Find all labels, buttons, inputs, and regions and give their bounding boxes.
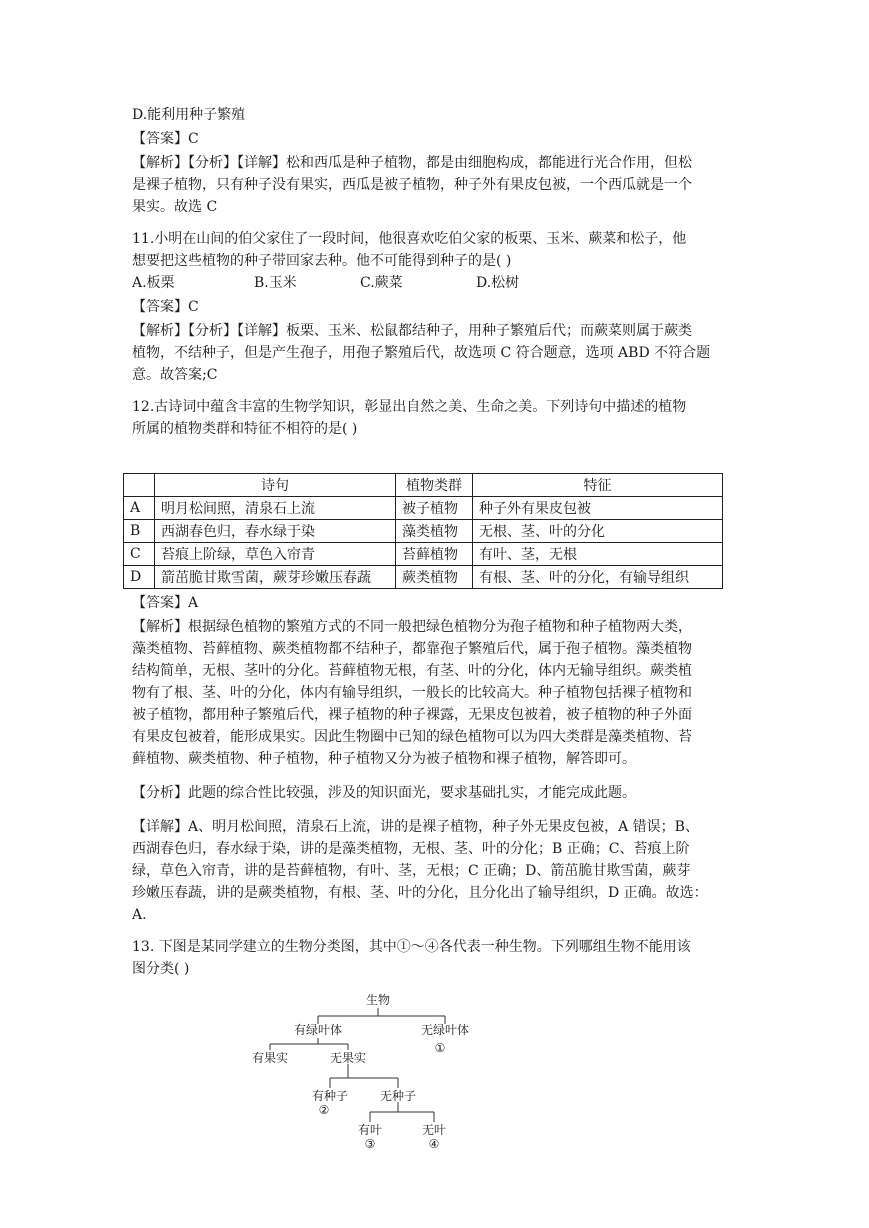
option-c: C.蕨菜 <box>360 275 403 291</box>
question-12-stem: 所属的植物类群和特征不相符的是( ) <box>132 421 358 437</box>
option-d: D.能利用种子繁殖 <box>132 107 246 123</box>
table-cell: 被子植物 <box>396 497 473 520</box>
option-d: D.松树 <box>476 275 520 291</box>
poem-table <box>123 473 723 589</box>
xiangjie-12-line: 珍嫩压春蔬，讲的是蕨类植物，有根、茎、叶的分化，且分化出了输导组织，D 正确。故选： <box>132 885 708 901</box>
table-cell: C <box>124 543 155 566</box>
question-11-stem: 想要把这些植物的种子带回家去种。他不可能得到种子的是( ) <box>132 253 512 269</box>
table-cell: 藻类植物 <box>396 520 473 543</box>
xiangjie-12-line: A. <box>132 907 147 923</box>
table-row <box>124 497 723 520</box>
xiangjie-12-line: 西湖春色归，春水绿于染，讲的是藻类植物，无根、茎、叶的分化；B 正确；C、苔痕上阶 <box>132 841 690 857</box>
table-header <box>124 474 155 497</box>
tree-mark-3: ③ <box>364 1137 376 1151</box>
xiangjie-12-line: 【详解】A、明月松间照，清泉石上流，讲的是裸子植物，种子外无果皮包被，A 错误；B、 <box>132 819 699 835</box>
tree-node-has-fruit: 有果实 <box>251 1051 289 1065</box>
table-cell: 苔藓植物 <box>396 543 473 566</box>
answer-12: 【答案】A <box>132 595 199 611</box>
option-b: B.玉米 <box>254 275 297 291</box>
fenxi-12: 【分析】此题的综合性比较强，涉及的知识面光，要求基础扎实，才能完成此题。 <box>132 785 636 801</box>
question-13-stem: 13. 下图是某同学建立的生物分类图，其中①～④各代表一种生物。下列哪组生物不能用该 <box>132 939 691 955</box>
table-cell: 箭茁脆甘欺雪菌，蕨芽珍嫩压春蔬 <box>155 566 396 589</box>
table-cell: 苔痕上阶绿，草色入帘青 <box>155 543 396 566</box>
analysis-10-line: 【解析】【分析】【详解】松和西瓜是种子植物，都是由细胞构成，都能进行光合作用，但松 <box>132 155 692 171</box>
tree-node-has-seed: 有种子 <box>311 1089 349 1103</box>
table-cell: 无根、茎、叶的分化 <box>473 520 723 543</box>
table-row <box>124 543 723 566</box>
analysis-12-line: 藻类植物、苔藓植物、蕨类植物都不结种子，都靠孢子繁殖后代，属于孢子植物。藻类植物 <box>132 641 692 657</box>
analysis-12-line: 结构简单，无根、茎叶的分化。苔藓植物无根，有茎、叶的分化，体内无输导组织。蕨类植 <box>132 663 692 679</box>
analysis-10-line: 果实。故选 C <box>132 199 218 215</box>
analysis-10-line: 是裸子植物，只有种子没有果实，西瓜是被子植物，种子外有果皮包被，一个西瓜就是一个 <box>132 177 692 193</box>
analysis-12-line: 被子植物，都用种子繁殖后代，裸子植物的种子裸露，无果皮包被着，被子植物的种子外面 <box>132 707 692 723</box>
answer-11: 【答案】C <box>132 299 199 315</box>
tree-node-has-leaf: 有叶 <box>357 1123 383 1137</box>
analysis-11-line: 意。故答案;C <box>132 367 218 383</box>
table-cell: 蕨类植物 <box>396 566 473 589</box>
table-cell: 明月松间照，清泉石上流 <box>155 497 396 520</box>
tree-node-no-leaf: 无叶 <box>421 1123 447 1137</box>
table-cell: 有叶、茎，无根 <box>473 543 723 566</box>
table-cell: 种子外有果皮包被 <box>473 497 723 520</box>
analysis-12-line: 【解析】根据绿色植物的繁殖方式的不同一般把绿色植物分为孢子植物和种子植物两大类， <box>132 619 692 635</box>
table-header: 诗句 <box>155 474 396 497</box>
analysis-12-line: 藓植物、蕨类植物、种子植物，种子植物又分为被子植物和裸子植物，解答即可。 <box>132 751 636 767</box>
xiangjie-12-line: 绿，草色入帘青，讲的是苔藓植物，有叶、茎，无根；C 正确；D、箭茁脆甘欺雪菌，蕨芽 <box>132 863 691 879</box>
table-row <box>124 566 723 589</box>
table-cell: 西湖春色归，春水绿于染 <box>155 520 396 543</box>
table-header-row <box>124 474 723 497</box>
tree-root-label: 生物 <box>365 993 391 1007</box>
answer-10: 【答案】C <box>132 131 199 147</box>
option-a: A.板栗 <box>132 275 175 291</box>
table-cell: D <box>124 566 155 589</box>
table-header: 植物类群 <box>396 474 473 497</box>
table-cell: 有根、茎、叶的分化，有输导组织 <box>473 566 723 589</box>
table-cell: A <box>124 497 155 520</box>
table-row <box>124 520 723 543</box>
question-13-stem: 图分类( ) <box>132 961 190 977</box>
tree-node-no-seed: 无种子 <box>379 1089 417 1103</box>
question-12-stem: 12.古诗词中蕴含丰富的生物学知识，彰显出自然之美、生命之美。下列诗句中描述的植物 <box>132 399 687 415</box>
tree-mark-4: ④ <box>428 1137 440 1151</box>
table-header: 特征 <box>473 474 723 497</box>
tree-node-no-chloroplast: 无绿叶体 <box>420 1023 470 1037</box>
tree-node-has-chloroplast: 有绿叶体 <box>293 1023 343 1037</box>
analysis-11-line: 【解析】【分析】【详解】板栗、玉米、松鼠都结种子，用种子繁殖后代；而蕨菜则属于蕨类 <box>132 323 692 339</box>
tree-mark-1: ① <box>434 1041 446 1055</box>
question-11-stem: 11.小明在山间的伯父家住了一段时间，他很喜欢吃伯父家的板栗、玉米、蕨菜和松子，他 <box>132 231 687 247</box>
analysis-12-line: 物有了根、茎、叶的分化，体内有输导组织，一般长的比较高大。种子植物包括裸子植物和 <box>132 685 692 701</box>
analysis-11-line: 植物，不结种子，但是产生孢子，用孢子繁殖后代，故选项 C 符合题意，选项 ABD 不符合题 <box>132 345 711 361</box>
tree-node-no-fruit: 无果实 <box>329 1051 367 1065</box>
analysis-12-line: 有果皮包被着，能形成果实。因此生物圈中已知的绿色植物可以为四大类群是藻类植物、苔 <box>132 729 692 745</box>
table-cell: B <box>124 520 155 543</box>
tree-mark-2: ② <box>318 1103 330 1117</box>
classification-tree-diagram <box>240 988 490 1158</box>
